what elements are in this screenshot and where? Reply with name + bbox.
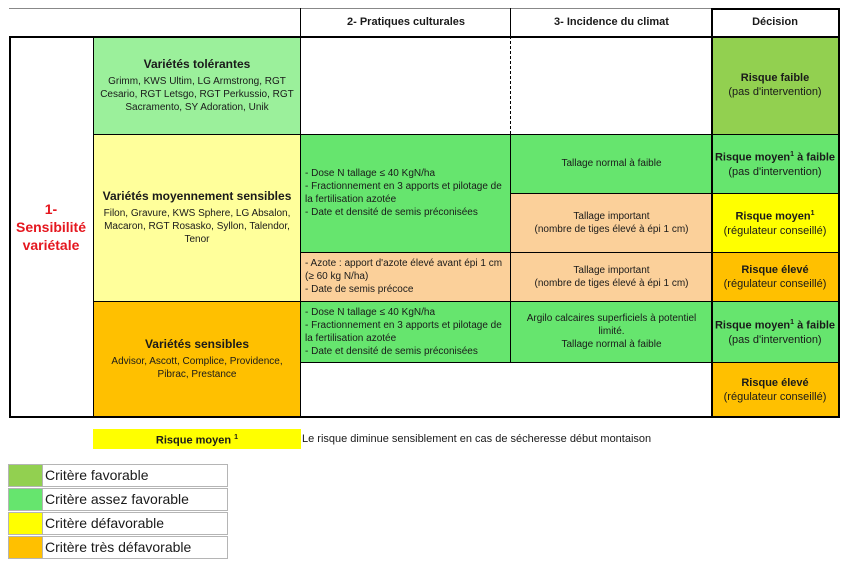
grid-line — [93, 134, 839, 135]
climat-text: (nombre de tiges élevé à épi 1 cm) — [534, 223, 689, 235]
grid-line — [711, 8, 713, 417]
legend-item-assez-favorable — [8, 488, 228, 511]
grid-line — [301, 252, 839, 253]
climat-moyen-2 — [511, 193, 712, 252]
legend-label: Critère favorable — [45, 467, 149, 483]
header-climat-label: 3- Incidence du climat — [554, 16, 669, 28]
decision-title: Risque élevé — [741, 376, 809, 389]
grid-line — [93, 36, 94, 417]
decision-sensible-eleve — [712, 362, 838, 417]
pratique-line: - Date de semis précoce — [305, 284, 414, 295]
header-pratiques-label: 2- Pratiques culturales — [347, 16, 465, 28]
footnote-text — [302, 432, 822, 448]
legend-label: Critère assez favorable — [45, 491, 189, 507]
varietes-tolerantes-cell — [93, 36, 301, 134]
legend-item-tres-defavorable — [8, 536, 228, 559]
footnote-marker: 1 — [810, 210, 815, 218]
varietes-moyennement-line: Macaron, RGT Rosasko, Syllon, Talendor, — [104, 221, 290, 232]
climat-text: limité. — [598, 326, 625, 337]
decision-sub: (régulateur conseillé) — [723, 277, 827, 290]
header-climat — [511, 8, 712, 36]
varietes-sensibles-cell — [93, 301, 301, 417]
grid-line — [9, 36, 11, 418]
grid-line — [301, 362, 839, 363]
varietes-tolerantes-line: Sacramento, SY Adoration, Unik — [125, 101, 269, 113]
climat-text: Tallage normal à faible — [561, 158, 662, 169]
varietes-moyennement-title: Variétés moyennement sensibles — [102, 189, 292, 203]
varietes-sensibles-title: Variétés sensibles — [144, 337, 250, 351]
decision-sensible-moyen-faible — [712, 301, 838, 362]
grid-line — [511, 193, 839, 194]
pratique-line: - Fractionnement en 3 apports et pilotage de — [305, 319, 502, 331]
climat-moyen-1 — [511, 134, 712, 193]
pratique-line: - Dose N tallage ≤ 40 KgN/ha — [305, 306, 435, 318]
grid-line — [300, 8, 301, 37]
varietes-sensibles-line: Advisor, Ascott, Complice, Providence, — [111, 356, 283, 367]
pratiques-sensible-1 — [301, 301, 511, 362]
grid-line — [300, 36, 301, 417]
climat-text: (nombre de tiges élevé à épi 1 cm) — [534, 277, 689, 289]
varietes-sensibles-line: Pibrac, Prestance — [157, 369, 237, 380]
varietes-moyennement-sensibles-cell — [93, 134, 301, 301]
header-decision-label: Décision — [752, 16, 798, 28]
decision-title: Risque moyen — [714, 151, 791, 164]
varietes-tolerantes-line: Cesario, RGT Letsgo, RGT Perkussio, RGT — [100, 88, 294, 100]
pratique-line: - Date et densité de semis préconisées — [305, 207, 478, 218]
pratique-line: (≥ 60 kg N/ha) — [305, 271, 369, 282]
climat-moyen-3 — [511, 252, 712, 301]
decision-risque-faible-title: Risque faible — [740, 72, 810, 84]
climat-text: Argilo calcaires superficiels à potentiel — [526, 313, 697, 324]
legend-item-favorable — [8, 464, 228, 487]
climat-text: Tallage important — [573, 264, 650, 276]
footnote-risque-moyen-swatch — [93, 429, 301, 449]
decision-moyen-faible — [712, 134, 838, 193]
pratique-line: - Fractionnement en 3 apports et pilotage de — [305, 181, 502, 192]
pratiques-moyen-2 — [301, 252, 511, 301]
legend-label: Critère très défavorable — [45, 539, 192, 555]
pratique-line: - Azote : apport d'azote élevé avant épi 1 cm — [305, 258, 503, 269]
decision-sub: (pas d'intervention) — [728, 165, 822, 178]
decision-sub: (régulateur conseillé) — [723, 224, 827, 237]
grid-line — [510, 134, 511, 362]
footnote-marker: 1 — [790, 319, 795, 327]
decision-sub: (régulateur conseillé) — [723, 390, 827, 403]
climat-sensible-1 — [511, 301, 712, 362]
decision-title-tail: à faible — [794, 319, 836, 332]
climat-text: Tallage important — [573, 210, 650, 222]
legend-item-defavorable — [8, 512, 228, 535]
pratique-line: la fertilisation azotée — [305, 332, 397, 344]
decision-risque-faible — [712, 36, 838, 134]
grid-line-dashed — [510, 36, 511, 134]
pratique-line: la fertilisation azotée — [305, 194, 397, 205]
decision-moyen — [712, 193, 838, 252]
varietes-tolerantes-title: Variétés tolérantes — [143, 56, 251, 71]
grid-line — [838, 8, 840, 418]
legend-swatch — [9, 513, 43, 534]
decision-title: Risque moyen — [714, 319, 791, 332]
footnote-label: Risque moyen — [155, 434, 232, 447]
pratique-line: - Date et densité de semis préconisées — [305, 345, 478, 357]
footnote-marker: 1 — [790, 151, 795, 159]
header-pratiques — [301, 8, 511, 36]
header-decision — [712, 8, 838, 36]
decision-title-tail: à faible — [794, 151, 836, 164]
varietes-tolerantes-line: Grimm, KWS Ultim, LG Armstrong, RGT — [108, 75, 286, 87]
decision-risque-faible-sub: (pas d'intervention) — [728, 86, 822, 98]
decision-eleve — [712, 252, 838, 301]
decision-title: Risque élevé — [741, 263, 809, 276]
decision-title: Risque moyen — [735, 210, 811, 223]
grid-line — [510, 8, 511, 37]
legend-swatch — [9, 489, 43, 510]
pratiques-moyen-1 — [301, 134, 511, 252]
grid-line — [93, 301, 839, 302]
pratique-line: - Dose N tallage ≤ 40 KgN/ha — [305, 168, 435, 179]
row-header-line2: variétale — [22, 236, 80, 253]
legend-swatch — [9, 537, 43, 558]
grid-line — [9, 416, 839, 418]
row-header-line1: 1- Sensibilité — [15, 200, 87, 235]
decision-sub: (pas d'intervention) — [728, 333, 822, 346]
varietes-moyennement-line: Tenor — [184, 234, 210, 245]
legend-swatch — [9, 465, 43, 486]
legend-label: Critère défavorable — [45, 515, 165, 531]
footnote-text-label: Le risque diminue sensiblement en cas de sécheresse début montaison — [302, 433, 652, 445]
varietes-moyennement-line: Filon, Gravure, KWS Sphere, LG Absalon, — [103, 208, 291, 219]
row-header-sensibilite — [9, 36, 93, 417]
climat-text: Tallage normal à faible — [561, 339, 662, 350]
footnote-marker: 1 — [234, 433, 239, 441]
grid-line — [9, 36, 839, 38]
grid-line — [712, 8, 839, 10]
